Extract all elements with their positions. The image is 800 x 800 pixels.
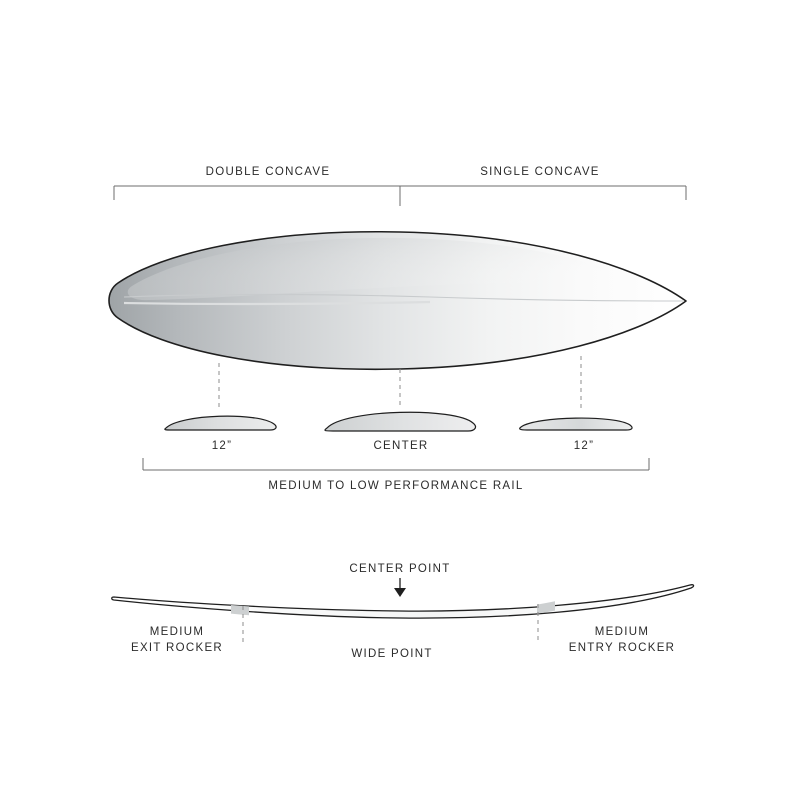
label-cross-section-right (534, 439, 634, 455)
label-cross-section-right-text: 12” (573, 440, 595, 452)
label-cross-section-center (341, 439, 461, 455)
label-medium-entry-rocker-line2: ENTRY ROCKER (568, 641, 676, 654)
rail-bracket (143, 458, 649, 470)
label-cross-section-left-text: 12” (211, 440, 233, 452)
label-center-point (300, 562, 500, 578)
label-medium-exit-rocker (97, 625, 257, 656)
label-medium-exit-rocker-line2: EXIT ROCKER (130, 641, 224, 654)
label-cross-section-center-text: CENTER (373, 440, 429, 452)
concave-bracket (114, 186, 686, 206)
board-top-outline (109, 232, 686, 370)
label-medium-entry-rocker (537, 625, 707, 656)
rail-cross-section-left (165, 416, 276, 430)
label-single-concave (400, 165, 680, 181)
rail-cross-section-right (520, 418, 632, 430)
label-wide-point-text: WIDE POINT (351, 648, 433, 660)
label-double-concave-text: DOUBLE CONCAVE (205, 166, 331, 178)
rail-cross-section-center (325, 412, 475, 431)
label-medium-exit-rocker-line1: MEDIUM (149, 626, 205, 638)
label-performance-rail-text: MEDIUM TO LOW PERFORMANCE RAIL (268, 480, 524, 492)
label-medium-entry-rocker-line1: MEDIUM (594, 626, 650, 638)
label-center-point-text: CENTER POINT (349, 563, 451, 575)
label-wide-point (302, 647, 482, 663)
label-single-concave-text: SINGLE CONCAVE (480, 166, 600, 178)
label-performance-rail (146, 479, 646, 495)
center-point-arrow (394, 578, 406, 597)
label-cross-section-left (172, 439, 272, 455)
